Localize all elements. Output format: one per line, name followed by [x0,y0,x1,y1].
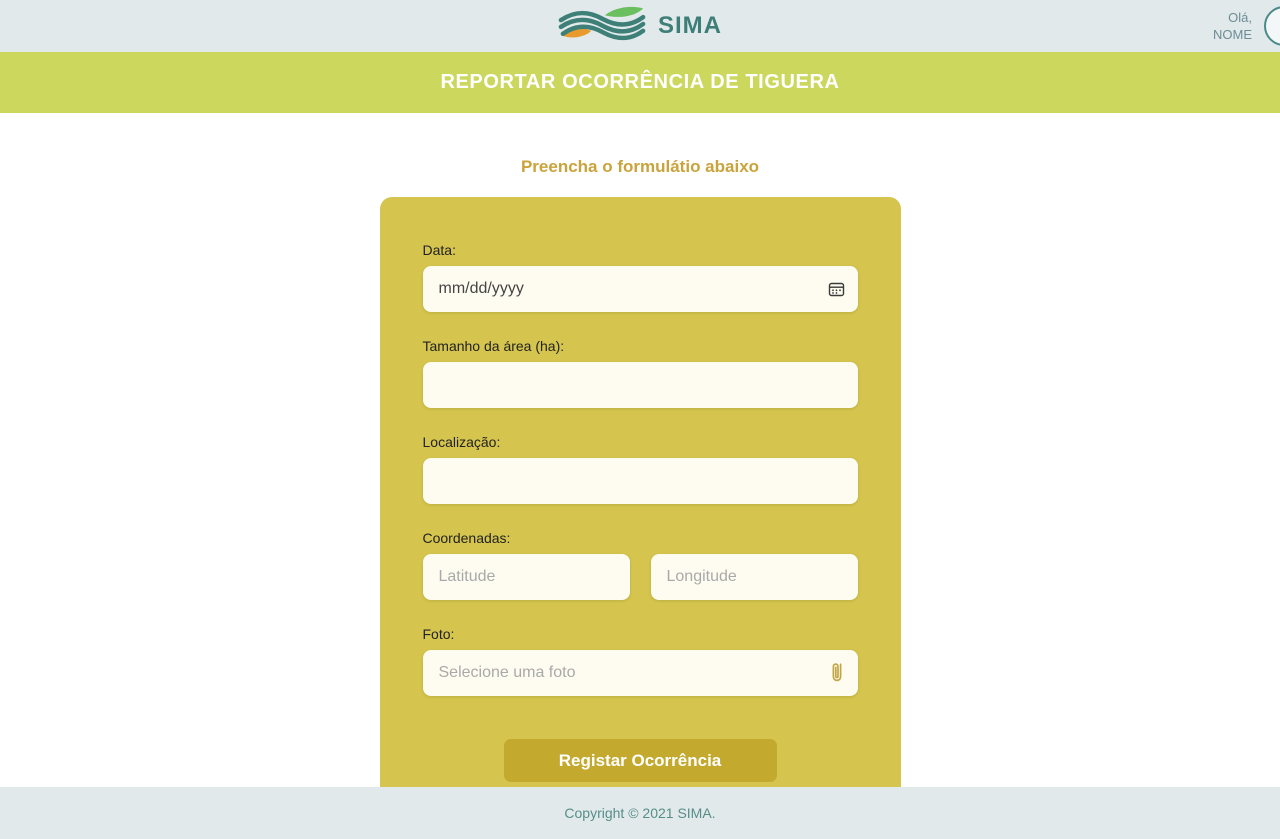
brand-name: SIMA [658,12,722,39]
main-content [0,113,1280,787]
logo-leaf-green [605,6,643,16]
coordinates-field-group [423,530,858,600]
page-footer [0,787,1280,839]
photo-label: Foto: [422,626,455,642]
photo-field-group [423,626,858,696]
area-field-group [423,338,858,408]
greeting-username: NOME [1213,27,1252,42]
page-title: REPORTAR OCORRÊNCIA DE TIGUERA [440,71,840,93]
avatar[interactable] [1264,6,1280,46]
wave-logo-icon [558,4,646,49]
latitude-input[interactable] [423,554,630,600]
calendar-icon[interactable] [828,281,845,297]
sima-logo[interactable] [558,4,722,49]
page-banner [0,52,1280,113]
coordinates-label: Coordenadas: [422,530,511,546]
longitude-input[interactable] [651,554,858,600]
location-field-group [423,434,858,504]
copyright-text: Copyright © 2021 SIMA. [564,805,716,821]
register-occurrence-button[interactable]: Registar Ocorrência [504,739,777,782]
form-heading: Preencha o formulátio abaixo [520,157,760,176]
area-input[interactable] [423,362,858,408]
date-label: Data: [422,242,456,258]
paperclip-icon[interactable] [829,661,845,685]
date-input[interactable] [423,266,858,312]
occurrence-form [380,197,901,787]
photo-input[interactable] [423,650,858,696]
location-input[interactable] [423,458,858,504]
location-label: Localização: [422,434,501,450]
area-label: Tamanho da área (ha): [422,338,565,354]
app-header [0,0,1280,52]
date-field-group [423,242,858,312]
greeting-hello: Olá, [1228,10,1252,25]
user-greeting [1213,9,1252,43]
submit-row [423,722,858,782]
